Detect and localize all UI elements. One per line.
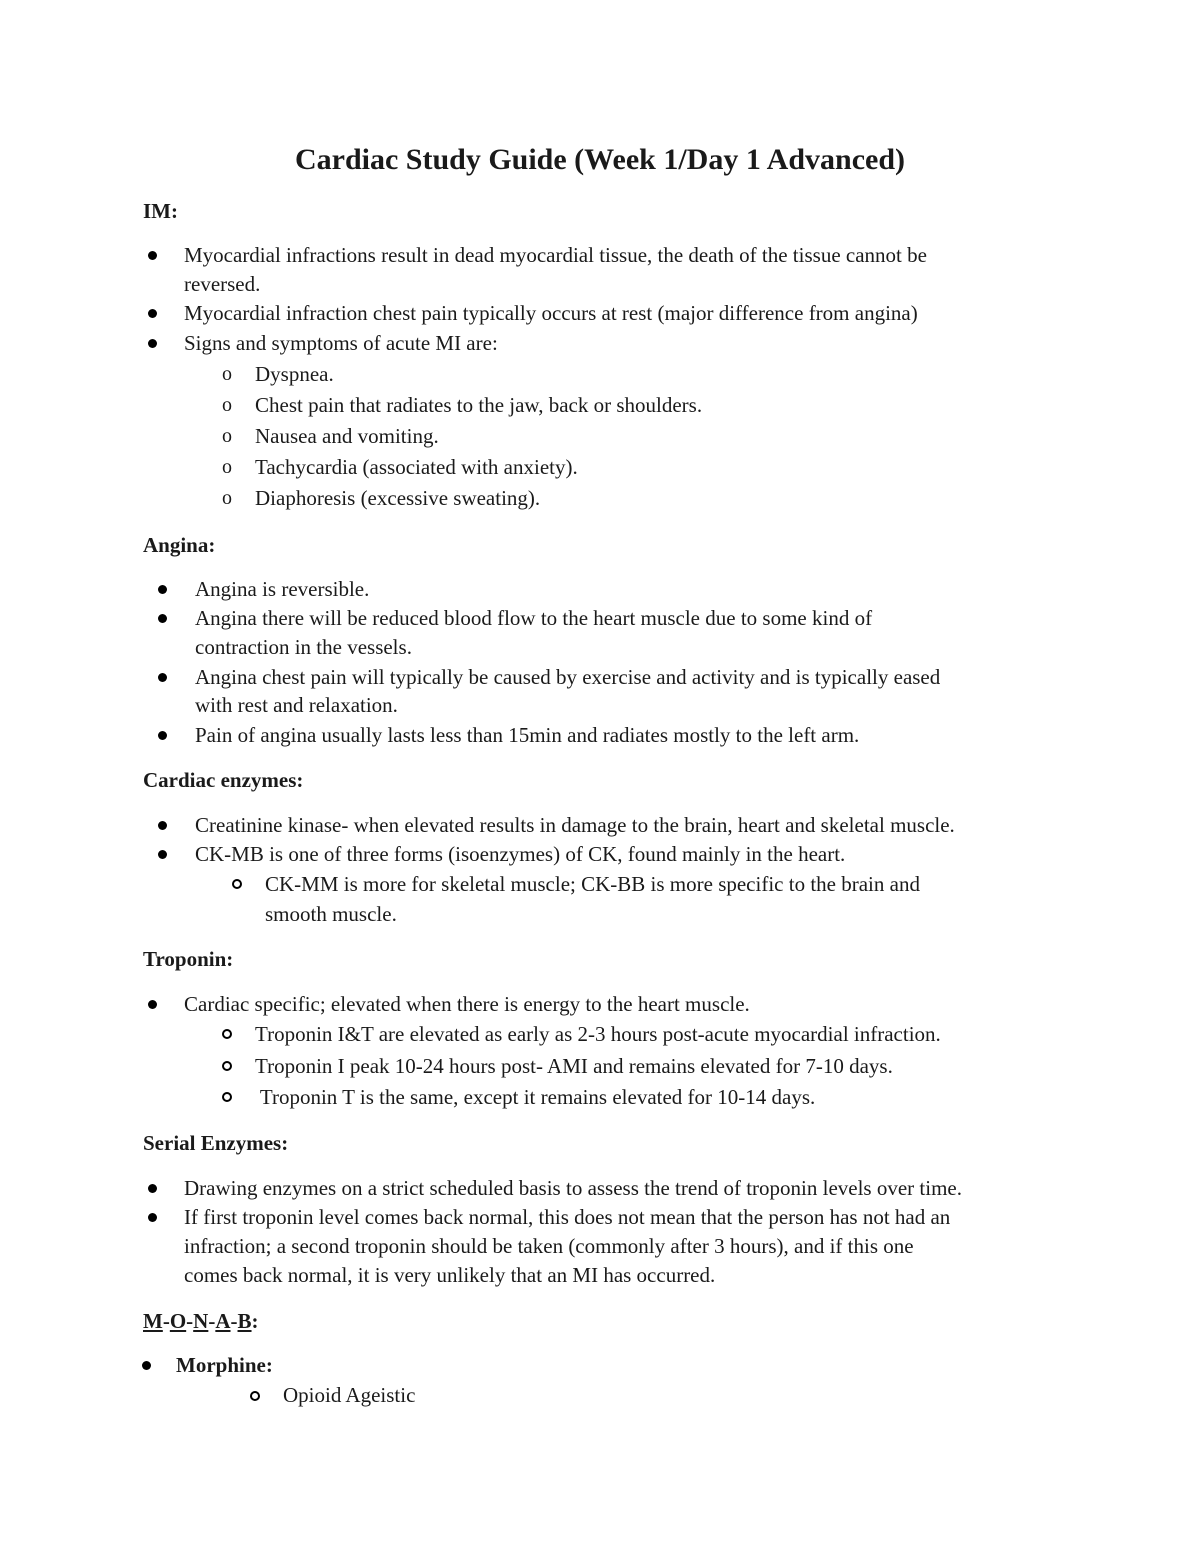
ring-marker-icon	[232, 879, 242, 889]
list-item-continuation: reversed.	[184, 272, 261, 296]
enzymes-list	[158, 811, 1078, 869]
im-list	[148, 241, 1048, 359]
bullet-icon	[158, 821, 167, 830]
section-heading-troponin: Troponin:	[143, 947, 234, 971]
section-heading-monab: M-O-N-A-B:	[143, 1309, 259, 1333]
list-item: Drawing enzymes on a strict scheduled basis to assess the trend of troponin levels over time.	[148, 1174, 1068, 1203]
list-item: Morphine:	[142, 1351, 1042, 1381]
ring-marker-icon	[222, 1029, 232, 1039]
bullet-icon	[148, 1000, 157, 1009]
troponin-list	[148, 990, 1048, 1020]
circle-marker-icon: o	[222, 487, 232, 509]
sub-list-item: Opioid Ageistic	[250, 1381, 1050, 1411]
section-heading-angina: Angina:	[143, 533, 216, 557]
circle-marker-icon: o	[222, 363, 232, 385]
bullet-icon	[158, 850, 167, 859]
sub-list-item: Troponin I&T are elevated as early as 2-3 hours post-acute myocardial infraction.	[222, 1019, 1072, 1051]
bullet-icon	[158, 731, 167, 740]
sub-list-item: Troponin I peak 10-24 hours post- AMI and remains elevated for 7-10 days.	[222, 1051, 1072, 1083]
list-item-continuation: infraction; a second troponin should be taken (commonly after 3 hours), and if this one	[184, 1234, 914, 1258]
enzymes-sub-list	[232, 869, 1052, 929]
list-item: Creatinine kinase- when elevated results in damage to the brain, heart and skeletal muscle.	[158, 811, 1078, 840]
list-item: Cardiac specific; elevated when there is energy to the heart muscle.	[148, 990, 1048, 1020]
section-heading-serial-enzymes: Serial Enzymes:	[143, 1131, 289, 1155]
ring-marker-icon	[222, 1092, 232, 1102]
bullet-icon	[148, 1184, 157, 1193]
list-item-continuation: comes back normal, it is very unlikely that an MI has occurred.	[184, 1263, 716, 1287]
bullet-icon	[148, 1213, 157, 1222]
list-item-continuation: with rest and relaxation.	[195, 693, 398, 717]
sub-list-item: CK-MM is more for skeletal muscle; CK-BB is more specific to the brain and	[232, 869, 1052, 899]
sub-list-item: o Dyspnea.	[222, 359, 1042, 390]
list-item-continuation: contraction in the vessels.	[195, 635, 412, 659]
list-item: Angina there will be reduced blood flow to the heart muscle due to some kind of	[158, 604, 1058, 633]
list-item: CK-MB is one of three forms (isoenzymes) of CK, found mainly in the heart.	[158, 840, 1078, 869]
sub-list-item: o Chest pain that radiates to the jaw, back or shoulders.	[222, 390, 1042, 421]
sub-list-item: o Tachycardia (associated with anxiety).	[222, 452, 1042, 483]
im-sub-list	[222, 359, 1042, 514]
section-heading-cardiac-enzymes: Cardiac enzymes:	[143, 768, 304, 792]
list-item: Myocardial infraction chest pain typically occurs at rest (major difference from angina)	[148, 299, 1048, 329]
troponin-sub-list	[222, 1019, 1072, 1114]
bullet-icon	[142, 1361, 151, 1370]
bullet-icon	[158, 614, 167, 623]
angina-list	[158, 575, 1058, 751]
list-item: Pain of angina usually lasts less than 15min and radiates mostly to the left arm.	[158, 721, 1058, 751]
list-item: Angina chest pain will typically be caused by exercise and activity and is typically eased	[158, 663, 1058, 691]
sub-list-item: o Diaphoresis (excessive sweating).	[222, 483, 1042, 514]
ring-marker-icon	[250, 1391, 260, 1401]
bullet-icon	[148, 251, 157, 260]
ring-marker-icon	[222, 1061, 232, 1071]
serial-list	[148, 1174, 1068, 1290]
section-heading-im: IM:	[143, 199, 178, 223]
sub-list-item-continuation: smooth muscle.	[265, 902, 397, 926]
bullet-icon	[148, 339, 157, 348]
sub-list-item: Troponin T is the same, except it remains elevated for 10-14 days.	[222, 1082, 1072, 1114]
monab-sub-list	[250, 1381, 1050, 1411]
list-item: Signs and symptoms of acute MI are:	[148, 329, 1048, 359]
list-item: Angina is reversible.	[158, 575, 1058, 604]
sub-list-item: o Nausea and vomiting.	[222, 421, 1042, 452]
list-item: Myocardial infractions result in dead myocardial tissue, the death of the tissue cannot be	[148, 241, 1048, 270]
circle-marker-icon: o	[222, 394, 232, 416]
monab-list	[142, 1351, 1042, 1381]
list-item: If first troponin level comes back normal, this does not mean that the person has not had an	[148, 1203, 1068, 1232]
page-title: Cardiac Study Guide (Week 1/Day 1 Advanced)	[294, 143, 906, 176]
bullet-icon	[158, 673, 167, 682]
bullet-icon	[158, 585, 167, 594]
bullet-icon	[148, 309, 157, 318]
circle-marker-icon: o	[222, 456, 232, 478]
circle-marker-icon: o	[222, 425, 232, 447]
